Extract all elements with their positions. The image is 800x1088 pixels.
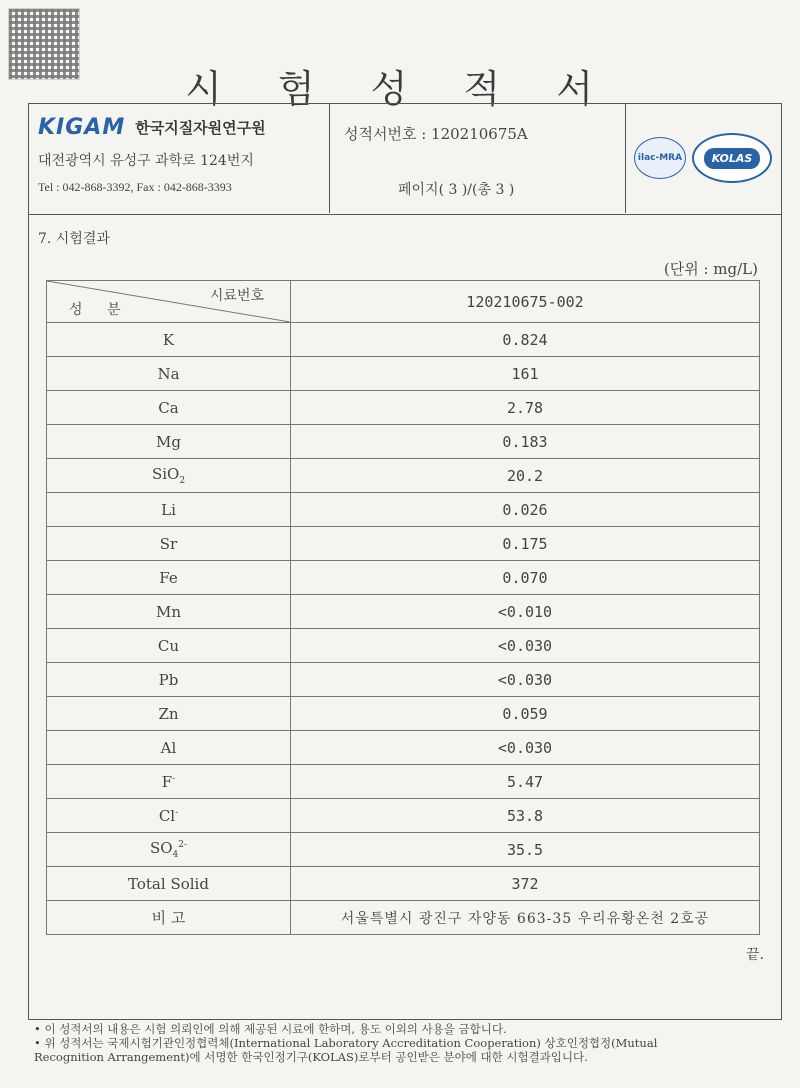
table-row <box>47 833 760 867</box>
org-tel-fax: Tel : 042-868-3392, Fax : 042-868-3393 <box>38 180 232 194</box>
section-title: 7. 시험결과 <box>38 231 110 247</box>
header-report-info <box>330 103 626 213</box>
value-cell: 0.070 <box>291 561 760 595</box>
header-sample-label: 시료번호 <box>209 288 264 304</box>
table-row <box>47 561 760 595</box>
remark-value: 서울특별시 광진구 자양동 663-35 우리유황온천 2호공 <box>291 901 760 935</box>
value-cell: 0.059 <box>291 697 760 731</box>
table-header-row <box>47 281 760 323</box>
note-line: • 이 성적서의 내용은 시험 의뢰인에 의해 제공된 시료에 한하며, 용도 이외의 사용을 금합니다. <box>34 1022 507 1036</box>
component-name: Ca <box>158 398 179 417</box>
component-cell <box>47 493 291 527</box>
value-cell: <0.010 <box>291 595 760 629</box>
component-cell <box>47 357 291 391</box>
component-name: Al <box>160 738 177 757</box>
component-name: Cu <box>157 636 180 655</box>
remark-label: 비 고 <box>47 901 291 935</box>
table-row <box>47 357 760 391</box>
table-row <box>47 799 760 833</box>
value-cell: 35.5 <box>291 833 760 867</box>
component-cell <box>47 867 291 901</box>
value-cell: 0.824 <box>291 323 760 357</box>
table-row <box>47 867 760 901</box>
header-diagonal-cell <box>47 281 291 323</box>
component-name: Li <box>161 500 176 519</box>
component-name: SiO <box>151 465 180 483</box>
value-cell: <0.030 <box>291 731 760 765</box>
component-cell <box>47 391 291 425</box>
value-cell: 20.2 <box>291 459 760 493</box>
component-cell <box>47 425 291 459</box>
table-row <box>47 731 760 765</box>
value-cell: 0.175 <box>291 527 760 561</box>
kolas-logo: KOLAS <box>692 133 772 183</box>
component-cell <box>47 663 291 697</box>
component-subscript: 2 <box>179 476 186 486</box>
component-superscript: - <box>175 807 179 818</box>
table-row <box>47 493 760 527</box>
component-cell <box>47 459 291 493</box>
component-name: Cl <box>158 806 176 825</box>
table-row <box>47 629 760 663</box>
component-cell <box>47 595 291 629</box>
component-cell <box>47 629 291 663</box>
value-cell: 0.183 <box>291 425 760 459</box>
table-row <box>47 595 760 629</box>
org-name: 한국지질자원연구원 <box>135 119 266 137</box>
sample-id: 120210675-002 <box>291 281 760 323</box>
component-cell <box>47 833 291 867</box>
component-name: K <box>162 330 175 349</box>
remark-row <box>47 901 760 935</box>
table-row <box>47 697 760 731</box>
table-row <box>47 391 760 425</box>
ilac-mra-logo: ilac-MRA <box>634 137 686 179</box>
component-cell <box>47 697 291 731</box>
unit-label: (단위 : mg/L) <box>663 260 758 278</box>
component-cell <box>47 731 291 765</box>
header-org-block <box>28 103 330 213</box>
component-superscript: 2- <box>178 840 188 850</box>
note-line: • 위 성적서는 국제시험기관인정협력체(International Laboratory Accreditation Cooperation) 상호인정협정(Mutual <box>34 1036 658 1050</box>
value-cell: 53.8 <box>291 799 760 833</box>
table-row <box>47 425 760 459</box>
value-cell: <0.030 <box>291 629 760 663</box>
table-row <box>47 527 760 561</box>
value-cell: 372 <box>291 867 760 901</box>
page-number: 페이지( 3 )/(총 3 ) <box>398 182 515 198</box>
table-row <box>47 765 760 799</box>
component-cell <box>47 799 291 833</box>
component-name: Pb <box>158 670 179 689</box>
value-cell: <0.030 <box>291 663 760 697</box>
component-name: Fe <box>159 568 178 587</box>
component-name: Total Solid <box>128 874 209 893</box>
document-title: 시 험 성 적 서 <box>185 67 615 111</box>
component-cell <box>47 527 291 561</box>
report-number: 성적서번호 : 120210675A <box>344 125 528 143</box>
end-mark: 끝. <box>746 947 764 963</box>
component-name: Mn <box>155 602 182 621</box>
component-cell <box>47 561 291 595</box>
table-row <box>47 663 760 697</box>
header-component-label: 성 분 <box>69 302 131 318</box>
kigam-logo: KIGAM <box>38 115 126 140</box>
report-header <box>28 103 782 215</box>
component-name: SO <box>149 839 173 857</box>
value-cell: 161 <box>291 357 760 391</box>
component-subscript: 4 <box>172 850 179 860</box>
header-accreditation <box>626 103 780 213</box>
component-name: Zn <box>158 704 179 723</box>
value-cell: 2.78 <box>291 391 760 425</box>
note-line: Recognition Arrangement)에 서명한 한국인정기구(KOLAS)로부터 공인받은 분야에 대한 시험결과입니다. <box>34 1050 588 1064</box>
component-name: Mg <box>156 432 181 451</box>
table-row <box>47 323 760 357</box>
footer-notes <box>34 1022 784 1064</box>
component-name: Sr <box>159 534 178 553</box>
table-row <box>47 459 760 493</box>
component-name: F <box>161 772 173 791</box>
component-cell <box>47 765 291 799</box>
results-table <box>46 280 760 935</box>
org-address: 대전광역시 유성구 과학로 124번지 <box>38 153 254 169</box>
component-name: Na <box>157 364 180 383</box>
component-cell <box>47 323 291 357</box>
value-cell: 5.47 <box>291 765 760 799</box>
value-cell: 0.026 <box>291 493 760 527</box>
component-superscript: - <box>172 773 176 784</box>
